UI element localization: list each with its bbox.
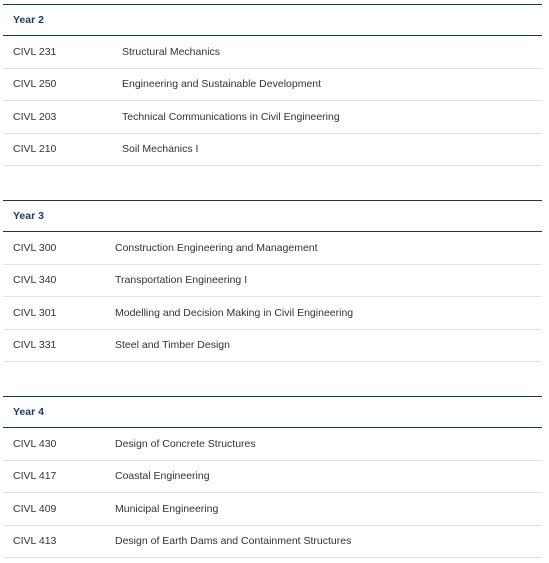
course-code: CIVL 300 xyxy=(13,241,57,254)
course-title: Design of Concrete Structures xyxy=(115,437,256,450)
year-3-table xyxy=(3,200,542,362)
course-title: Municipal Engineering xyxy=(115,502,219,515)
course-code: CIVL 340 xyxy=(13,274,57,287)
course-code: CIVL 409 xyxy=(13,502,57,515)
table-row xyxy=(3,232,542,265)
table-row xyxy=(3,493,542,526)
course-title: Steel and Timber Design xyxy=(115,339,230,352)
year-heading: Year 3 xyxy=(3,200,542,232)
course-code: CIVL 430 xyxy=(13,437,57,450)
course-code: CIVL 203 xyxy=(13,110,57,123)
course-title: Engineering and Sustainable Development xyxy=(122,78,322,91)
course-title: Construction Engineering and Management xyxy=(115,241,318,254)
course-title: Soil Mechanics I xyxy=(122,143,199,156)
table-row xyxy=(3,265,542,298)
year-heading: Year 2 xyxy=(3,4,542,36)
course-title: Transportation Engineering I xyxy=(115,274,248,287)
course-title: Coastal Engineering xyxy=(115,470,210,483)
table-row xyxy=(3,297,542,330)
course-code: CIVL 417 xyxy=(13,470,57,483)
year-4-table xyxy=(3,396,542,558)
course-code: CIVL 301 xyxy=(13,306,57,319)
table-row xyxy=(3,36,542,69)
table-row xyxy=(3,101,542,134)
course-code: CIVL 210 xyxy=(13,143,57,156)
course-title: Structural Mechanics xyxy=(122,45,221,58)
year-2-table xyxy=(3,4,542,166)
table-row xyxy=(3,461,542,494)
table-row xyxy=(3,134,542,167)
course-code: CIVL 331 xyxy=(13,339,57,352)
course-code: CIVL 413 xyxy=(13,535,57,548)
course-title: Technical Communications in Civil Engineering xyxy=(122,110,340,123)
course-title: Modelling and Decision Making in Civil Engineering xyxy=(115,306,354,319)
table-row xyxy=(3,330,542,363)
table-row xyxy=(3,69,542,102)
table-row xyxy=(3,428,542,461)
course-title: Design of Earth Dams and Containment Structures xyxy=(115,535,352,548)
course-code: CIVL 250 xyxy=(13,78,57,91)
year-heading: Year 4 xyxy=(3,396,542,428)
course-code: CIVL 231 xyxy=(13,45,57,58)
table-row xyxy=(3,526,542,559)
